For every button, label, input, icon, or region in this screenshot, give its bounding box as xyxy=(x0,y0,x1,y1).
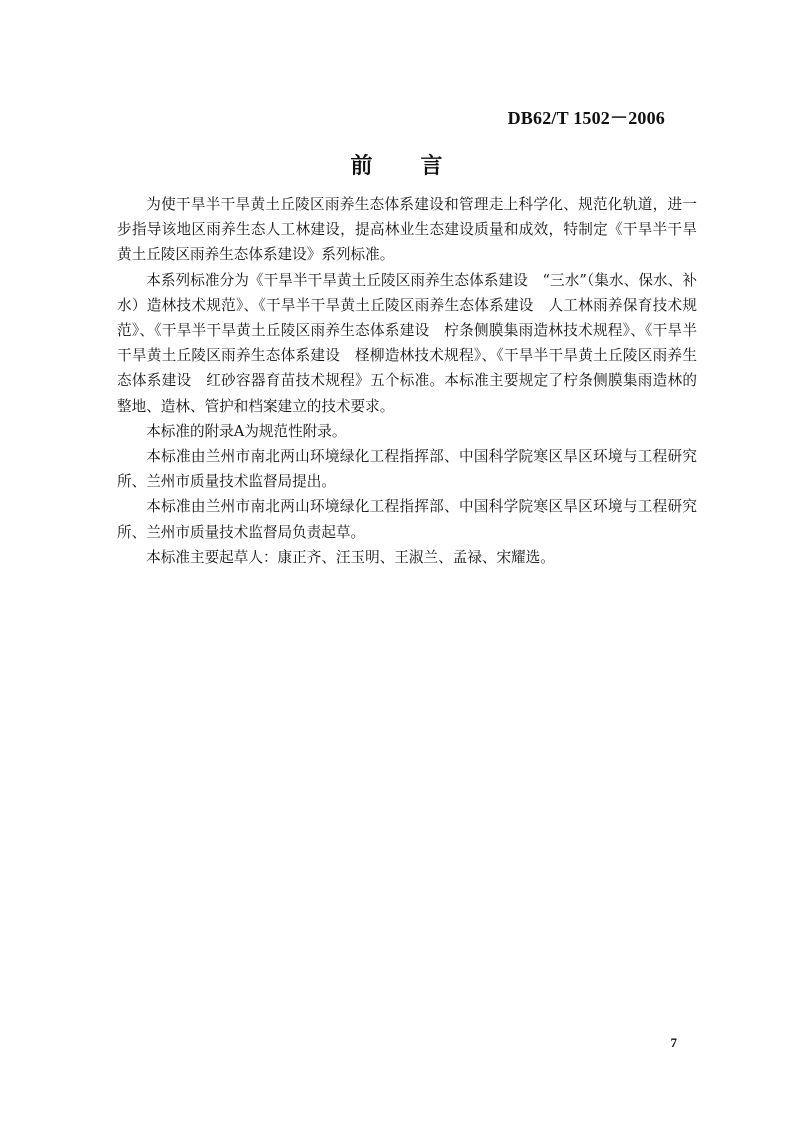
document-code: DB62/T 1502－2006 xyxy=(507,108,665,128)
page-number: 7 xyxy=(670,1035,677,1050)
paragraph-purpose: 为使干旱半干旱黄土丘陵区雨养生态体系建设和管理走上科学化、规范化轨道，进一步指导该地区雨养生态人工林建设，提高林业生态建设质量和成效，特制定《干旱半干旱黄土丘陵区雨养生态体系建设》系列标准。 xyxy=(117,196,697,264)
title-char-2: 言 xyxy=(420,154,443,179)
title-char-1: 前 xyxy=(350,154,373,179)
paragraph-series: 本系列标准分为《干旱半干旱黄土丘陵区雨养生态体系建设 “三水”（集水、保水、补水）造林技术规范》、《干旱半干旱黄土丘陵区雨养生态体系建设 人工林雨养保育技术规范》、《干旱半干旱黄土丘陵区雨养生态体系建设 柠条侧膜集雨造林技术规程》、《干旱半干旱黄土丘陵区雨养生态体系建设 柽柳造林技术规程》、《干旱半干旱黄土丘陵区雨养生态体系建设 红砂容器育苗技术规程》五个标准。本标准主要规定了柠条侧膜集雨造林的整地、造林、管护和档案建立的技术要求。 xyxy=(117,271,697,415)
paragraph-proposed-by: 本标准由兰州市南北两山环境绿化工程指挥部、中国科学院寒区旱区环境与工程研究所、兰州市质量技术监督局提出。 xyxy=(117,448,697,491)
paragraph-drafted-by: 本标准由兰州市南北两山环境绿化工程指挥部、中国科学院寒区旱区环境与工程研究所、兰州市质量技术监督局负责起草。 xyxy=(117,498,697,541)
page-title xyxy=(0,149,793,180)
paragraph-drafters: 本标准主要起草人：康正齐、汪玉明、王淑兰、孟禄、宋耀选。 xyxy=(146,548,555,566)
foreword-body xyxy=(117,192,697,570)
paragraph-appendix: 本标准的附录A为规范性附录。 xyxy=(146,422,347,440)
